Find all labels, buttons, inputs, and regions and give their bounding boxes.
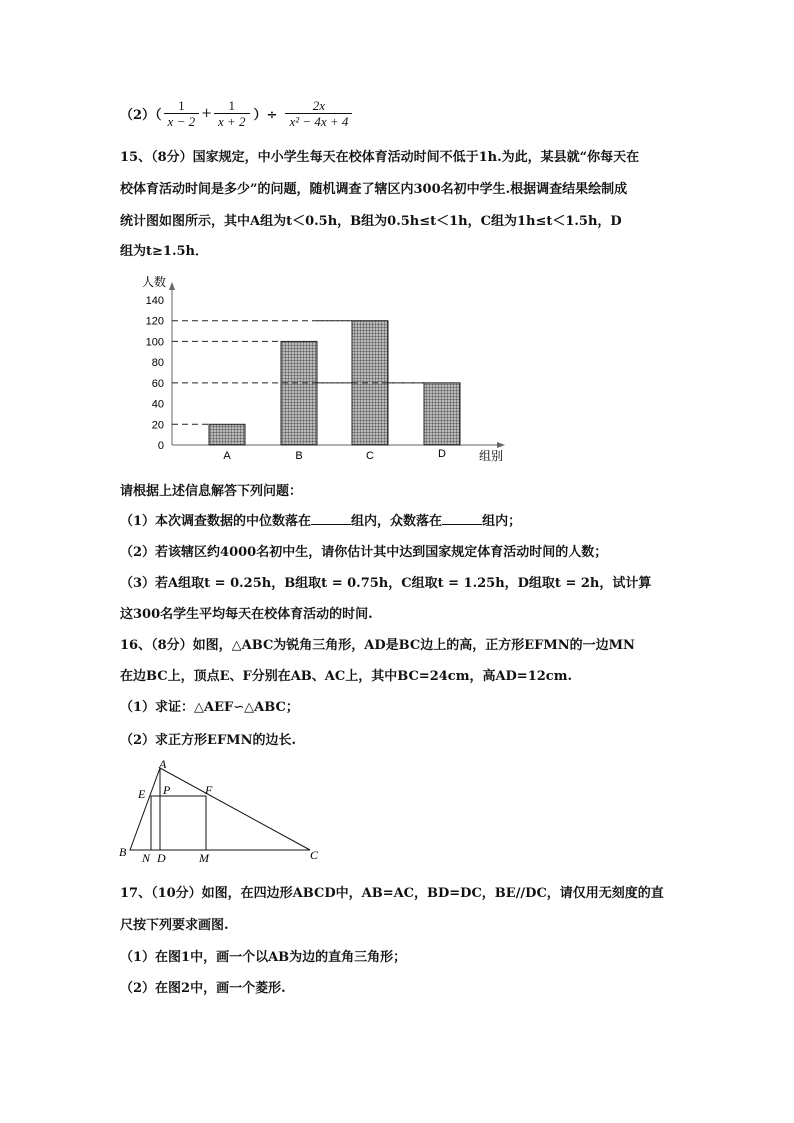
label-m: M [199,851,209,865]
fraction-2: $\frac{1}{x + 2}$ [214,98,250,129]
q15-prompt: 请根据上述信息解答下列问题： [120,484,303,499]
triangle-square-figure [115,758,325,868]
q15-line-1: 15、（8分）国家规定，中小学生每天在校体育活动时间不低于1h.为此，某县就“你每天在 [120,150,640,165]
q17-line-2: 尺按下列要求画图. [120,918,229,933]
label-f: F [205,783,213,797]
q17-part-2: （2）在图2中，画一个菱形. [120,981,286,996]
bar-B [281,341,317,445]
label-e: E [138,787,146,801]
q17-part-1: （1）在图1中，画一个以AB为边的直角三角形； [120,950,407,965]
q16-line-1: 16、（8分）如图，△ABC为锐角三角形，AD是BC边上的高，正方形EFMN的一边MN [120,638,635,653]
answer-blank-mode[interactable] [442,512,482,525]
bar-D [424,383,460,445]
label-b: B [119,845,127,859]
triangle-abc [130,768,310,850]
label-n: N [142,851,151,865]
q15-line-3: 统计图如图所示，其中A组为t＜0.5h，B组为0.5h≤t＜1h，C组为1h≤t＜1.5h，D [120,214,622,229]
square-efmn [151,796,206,850]
q16-line-2: 在边BC上，顶点E、F分别在AB、AC上，其中BC=24cm，高AD=12cm. [120,669,572,684]
y-tick-label: 60 [151,377,164,390]
x-tick-label: B [295,450,303,462]
q15-line-4: 组为t≥1.5h． [120,244,208,259]
y-tick-label: 40 [151,398,164,411]
x-axis-label: 组别 [479,449,504,463]
x-tick-label: C [366,450,374,462]
q15-line-2: 校体育活动时间是多少”的问题，随机调查了辖区内300名初中学生.根据调查结果绘制成 [120,182,628,197]
q16-part-2: （2）求正方形EFMN的边长. [120,733,296,748]
fraction-3: $\frac{2x}{\text{x² − 4x + 4}}$ [285,98,352,129]
y-tick-label: 80 [151,357,164,370]
q16-part-1: （1）求证：△AEF∽△ABC； [120,700,299,715]
y-axis-label: 人数 [142,275,167,289]
plus-sign: + [201,106,212,121]
y-axis-arrow [169,282,175,290]
q15-part-3-cont: 这300名学生平均每天在校体育活动的时间. [120,607,373,622]
label-p: P [163,783,171,797]
y-tick-label: 0 [157,440,164,452]
label-c: C [310,848,319,862]
divide-sign: ）÷ [253,108,278,123]
q15-part-2: （2）若该辖区约4000名初中生，请你估计其中达到国家规定体育活动时间的人数； [120,545,608,560]
q17-line-1: 17、（10分）如图，在四边形ABCD中，AB=AC，BD=DC，BE//DC，请仅用无刻度的直 [120,886,664,901]
bar-chart [120,270,520,465]
fraction-1: $\frac{1}{x - 2}$ [164,98,200,129]
q15-part-3: （3）若A组取t = 0.25h，B组取t = 0.75h，C组取t = 1.25h，D组取t = 2h，试计算 [120,576,652,591]
x-tick-label: D [438,448,446,460]
q15-part-1: （1）本次调查数据的中位数落在 组内，众数落在 组内； [120,514,522,529]
bar-A [209,424,245,445]
y-tick-label: 140 [145,295,164,307]
label-d: D [157,851,166,865]
x-tick-label: A [223,450,231,462]
y-tick-label: 20 [151,419,164,432]
x-axis-arrow [497,442,505,448]
answer-blank-median[interactable] [311,512,351,525]
q14-expression [120,98,354,129]
y-tick-label: 100 [145,336,164,349]
label-a: A [159,758,167,771]
y-tick-label: 120 [145,315,164,328]
q14-label: （2）（ [120,108,162,123]
